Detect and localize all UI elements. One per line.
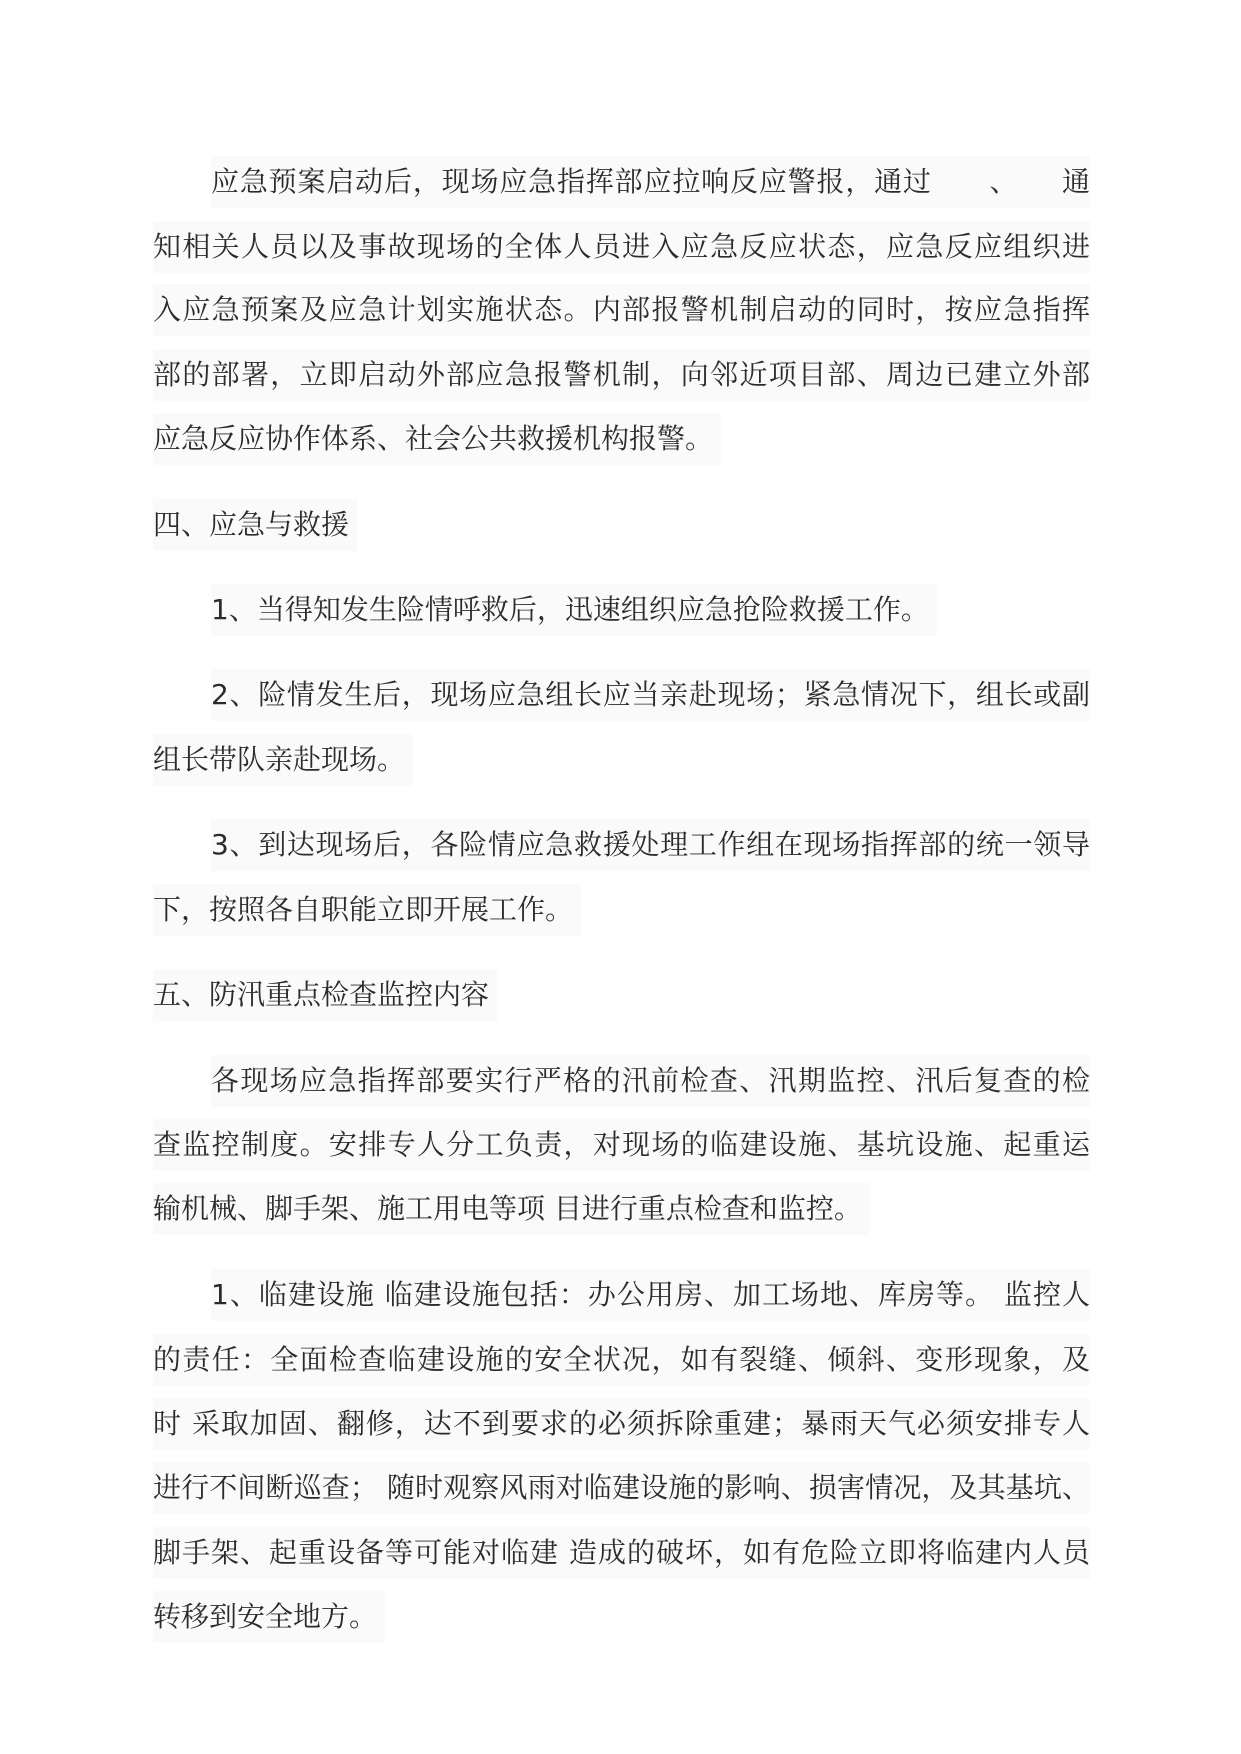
facility-line5: 脚手架、起重设备等可能对临建 造成的破坏，如有危险立即将临建内人员 [153, 1527, 1090, 1579]
item3-line1: 3、到达现场后，各险情应急救援处理工作组在现场指挥部的统一领导 [211, 819, 1090, 871]
para1-line3: 入应急预案及应急计划实施状态。内部报警机制启动的同时，按应急指挥 [153, 284, 1090, 336]
facility-line2: 的责任：全面检查临建设施的安全状况，如有裂缝、倾斜、变形现象，及 [153, 1334, 1090, 1386]
para1-line1: 应急预案启动后，现场应急指挥部应拉响反应警报，通过 、 通 [211, 156, 1090, 208]
facility-line4: 进行不间断巡查； 随时观察风雨对临建设施的影响、损害情况，及其基坑、 [153, 1462, 1090, 1514]
facility-line3: 时 采取加固、翻修，达不到要求的必须拆除重建；暴雨天气必须安排专人 [153, 1398, 1090, 1450]
para5-line3: 输机械、脚手架、施工用电等项 目进行重点检查和监控。 [153, 1183, 870, 1235]
item2-line2: 组长带队亲赴现场。 [153, 734, 413, 786]
para1-line4: 部的部署，立即启动外部应急报警机制，向邻近项目部、周边已建立外部 [153, 349, 1090, 401]
item2-line1: 2、险情发生后，现场应急组长应当亲赴现场；紧急情况下，组长或副 [211, 669, 1090, 721]
para5-line2: 查监控制度。安排专人分工负责，对现场的临建设施、基坑设施、起重运 [153, 1119, 1090, 1171]
facility-line1: 1、临建设施 临建设施包括：办公用房、加工场地、库房等。 监控人 [211, 1269, 1090, 1321]
facility-line6: 转移到安全地方。 [153, 1591, 385, 1643]
para1-line2: 知相关人员以及事故现场的全体人员进入应急反应状态，应急反应组织进 [153, 221, 1090, 273]
item3-line2: 下，按照各自职能立即开展工作。 [153, 884, 581, 936]
para1-line5: 应急反应协作体系、社会公共救援机构报警。 [153, 413, 721, 465]
section-heading-5: 五、防汛重点检查监控内容 [153, 969, 497, 1021]
item1-line1: 1、当得知发生险情呼救后，迅速组织应急抢险救援工作。 [211, 584, 937, 636]
para5-line1: 各现场应急指挥部要实行严格的汛前检查、汛期监控、汛后复查的检 [211, 1055, 1090, 1107]
section-heading-4: 四、应急与救援 [153, 499, 357, 551]
